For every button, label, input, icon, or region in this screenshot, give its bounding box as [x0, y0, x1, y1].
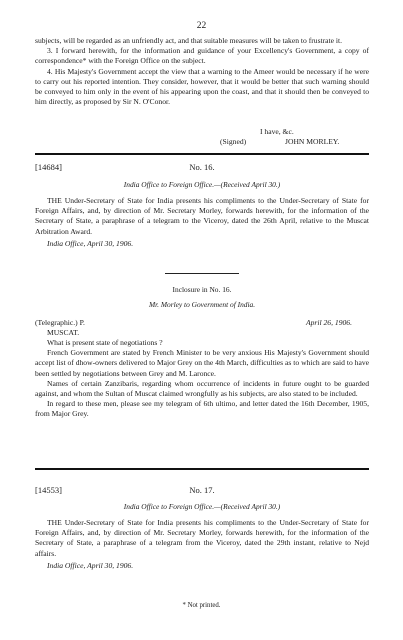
no16-number: No. 16. [189, 162, 215, 172]
no17-dateline: India Office, April 30, 1906. [47, 560, 134, 570]
telegraphic-label: (Telegraphic.) P. [35, 318, 85, 327]
no16-dateline: India Office, April 30, 1906. [47, 238, 134, 248]
no17-number: No. 17. [189, 485, 215, 495]
inclosure-paragraph-1: French Government are stated by French Minister to be very anxious His Majesty's Government should accept list of dhow-owners delivered to Major Grey on the 4th March, difficulties as to which are said to have been settled by negotiations between Grey and M. Laronce. [35, 348, 369, 378]
telegram-place: MUSCAT. [47, 328, 80, 337]
intro-paragraph-3: 4. His Majesty's Government accept the view that a warning to the Ameer would be necessary if he were to carry out his reported intention. They consider, however, that it would be better that such warning should be conveyed to him only in the event of his appearing upon the coast, and that it should then be conveyed to him directly, as proposed by Sir N. O'Conor. [35, 66, 369, 107]
inclosure-paragraph-3: In regard to these men, please see my telegram of 6th ultimo, and letter dated the 16th December, 1905, from Major Grey. [35, 399, 369, 419]
intro-paragraph-2: 3. I forward herewith, for the information and guidance of your Excellency's Government, a copy of correspondence* with the Foreign Office on the subject. [35, 46, 369, 66]
intro-paragraph-1: subjects, will be regarded as an unfriendly act, and that suitable measures will be taken to frustrate it. [35, 36, 343, 45]
intro-section [35, 36, 369, 107]
inclosure-subtitle: Mr. Morley to Government of India. [148, 300, 256, 309]
no16-caption: India Office to Foreign Office.—(Received April 30.) [123, 180, 281, 189]
telegram-date: April 26, 1906. [306, 318, 352, 327]
signed-label: (Signed) [220, 137, 247, 146]
closing-salutation: I have, &c. [260, 127, 294, 136]
no17-body-text: THE Under-Secretary of State for India presents his compliments to the Under-Secretary of State for Foreign Affairs, and, by direction of Mr. Secretary Morley, forwards herewith, for the information of the Secretary of State, a paraphrase of a telegram from the Viceroy, dated the 29th instant, relative to Nejd affairs. [35, 518, 369, 558]
footnote: * Not printed. [182, 602, 221, 609]
inclosure-body [35, 338, 369, 420]
inclosure-title: Inclosure in No. 16. [172, 285, 232, 294]
no17-reference: [14553] [35, 485, 62, 495]
short-divider [165, 273, 239, 274]
no17-caption: India Office to Foreign Office.—(Received April 30.) [123, 502, 281, 511]
inclosure-line-1: What is present state of negotiations ? [47, 338, 163, 347]
no16-body-text: THE Under-Secretary of State for India presents his compliments to the Under-Secretary of State for Foreign Affairs, and, by direction of Mr. Secretary Morley, forwards herewith, for the information of the Secretary of State, a paraphrase of a telegram to the Viceroy, dated the 26th April, relative to the Muscat Arbitration Award. [35, 196, 369, 236]
no16-reference: [14684] [35, 162, 62, 172]
no17-body [35, 518, 369, 571]
inclosure-paragraph-2: Names of certain Zanzibaris, regarding whom occurrence of incidents in future ought to be guarded against, and whom the Sultan of Muscat claimed wrongfully as his subjects, are also stated to be included. [35, 378, 369, 399]
signatory-name: JOHN MORLEY. [285, 137, 340, 146]
section-divider [35, 153, 369, 155]
no16-body [35, 196, 369, 249]
page-number: 22 [196, 21, 207, 31]
section-divider-2 [35, 468, 369, 470]
